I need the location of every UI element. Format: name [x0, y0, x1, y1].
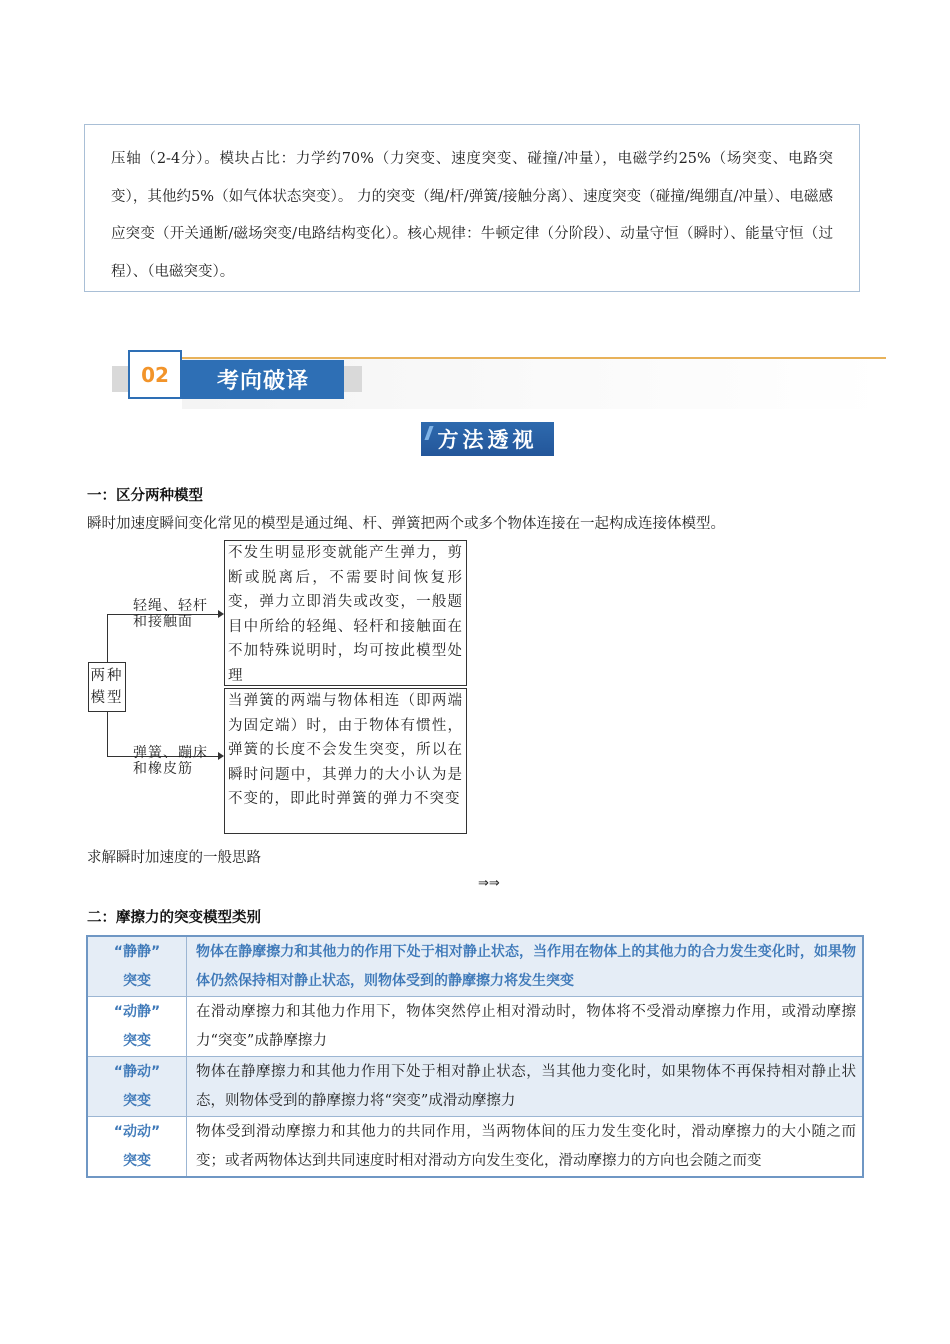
section-number: 02 — [128, 350, 182, 399]
table-row — [87, 1057, 863, 1117]
method-banner-label: 方法透视 — [437, 427, 538, 452]
part2-heading: 二：摩擦力的突变模型类别 — [87, 910, 261, 926]
intro-text: 压轴（2-4分）。模块占比：力学约70%（力突变、速度突变、碰撞/冲量），电磁学约25%（场突变、电路突变），其他约5%（如气体状态突变）。 力的突变（绳/杆/弹簧/接触分离）、速度突变（碰撞/绳绷直/冲量）、电磁感应突变（开关通断/磁场突变/电路结构变化）。核心规律：牛顿定律（分阶段）、动量守恒（瞬时）、能量守恒（过程）、（电磁突变）。 — [111, 151, 833, 280]
row-desc: 物体受到滑动摩擦力和其他力的共同作用，当两物体间的压力发生变化时，滑动摩擦力的大小随之而变；或者两物体达到共同速度时相对滑动方向发生变化，滑动摩擦力的方向也会随之而变 — [187, 1117, 864, 1178]
row-name: “静静” 突变 — [87, 936, 187, 997]
row-desc: 在滑动摩擦力和其他力作用下，物体突然停止相对滑动时，物体将不受滑动摩擦力作用，或滑动摩擦力“突变”成静摩擦力 — [187, 997, 864, 1057]
model-diagram — [86, 540, 470, 836]
part1-intro: 瞬时加速度瞬间变化常见的模型是通过绳、杆、弹簧把两个或多个物体连接在一起构成连接体模型。 — [87, 516, 725, 532]
diagram-branch2-label: 弹簧、蹦床 和橡皮筋 — [133, 745, 208, 777]
diagram-branch1-label: 轻绳、轻杆 和接触面 — [133, 598, 208, 630]
intro-box — [84, 124, 860, 292]
section-title: 考向破译 — [182, 360, 344, 399]
table-row — [87, 997, 863, 1057]
part1-after: 求解瞬时加速度的一般思路 — [87, 850, 261, 866]
row-desc: 物体在静摩擦力和其他力作用下处于相对静止状态，当其他力变化时，如果物体不再保持相对静止状态，则物体受到的静摩擦力将“突变”成滑动摩擦力 — [187, 1057, 864, 1117]
diagram-branch2-text: 当弹簧的两端与物体相连（即两端为固定端）时，由于物体有惯性，弹簧的长度不会发生突变，所以在瞬时问题中，其弹力的大小认为是不变的，即此时弹簧的弹力不突变 — [228, 693, 463, 808]
diagram-branch2-box — [224, 688, 467, 834]
diagram-root-box — [88, 662, 126, 712]
method-banner — [421, 422, 554, 456]
part1-heading: 一：区分两种模型 — [87, 488, 203, 504]
diagram-root-line1: 两种 — [90, 668, 124, 684]
diagram-branch1-text: 不发生明显形变就能产生弹力，剪断或脱离后，不需要时间恢复形变，弹力立即消失或改变，一般题目中所给的轻绳、轻杆和接触面在不加特殊说明时，均可按此模型处理 — [228, 545, 463, 684]
row-name: “动静” 突变 — [87, 997, 187, 1057]
table-row — [87, 936, 863, 997]
section-header-line — [182, 357, 886, 359]
row-name: “静动” 突变 — [87, 1057, 187, 1117]
table-row — [87, 1117, 863, 1178]
diagram-root-line2: 模型 — [90, 690, 124, 706]
friction-table — [86, 935, 864, 1178]
row-desc: 物体在静摩擦力和其他力的作用下处于相对静止状态，当作用在物体上的其他力的合力发生变化时，如果物体仍然保持相对静止状态，则物体受到的静摩擦力将发生突变 — [187, 936, 864, 997]
row-name: “动动” 突变 — [87, 1117, 187, 1178]
arrows: ⇒⇒ — [478, 876, 500, 891]
diagram-branch1-box — [224, 540, 467, 686]
diagram-connector-down — [107, 712, 108, 756]
diagram-connector-up — [107, 614, 108, 662]
